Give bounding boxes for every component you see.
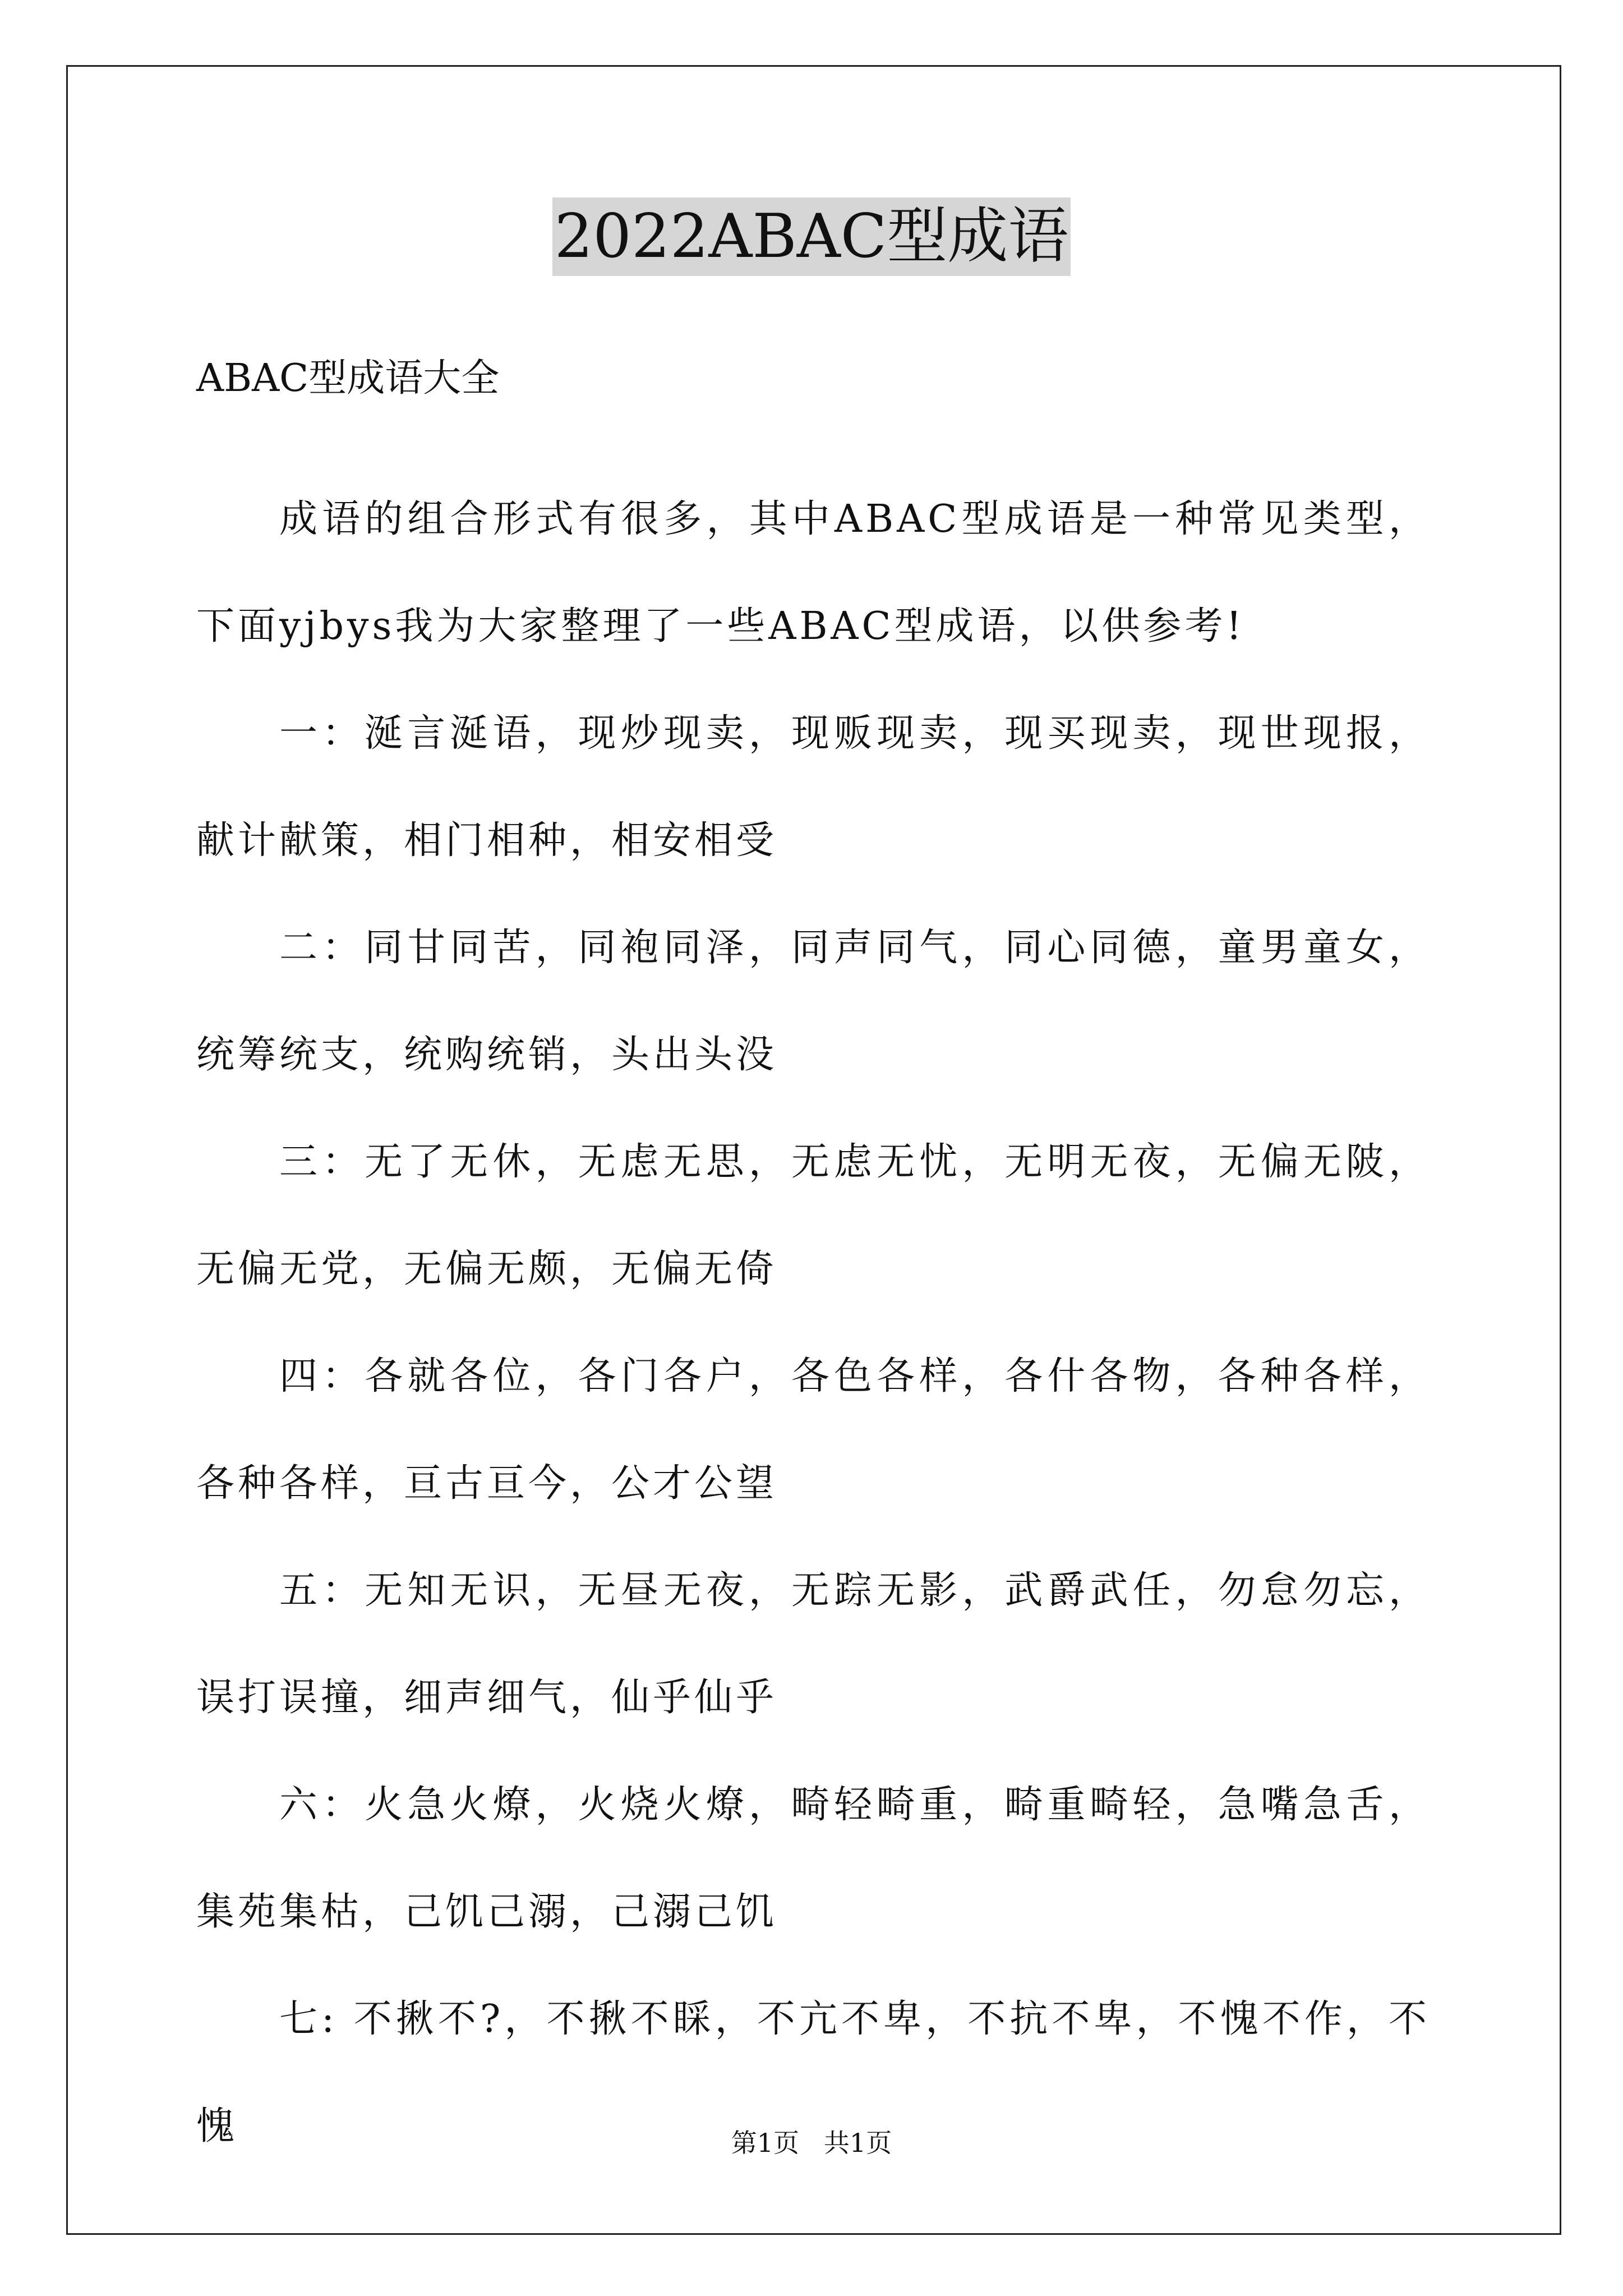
page-footer: 第1页 共1页 bbox=[731, 2128, 892, 2158]
paragraph-4: 四：各就各位，各门各户，各色各样，各什各物，各种各样，各种各样，亘古亘今，公才公望 bbox=[196, 1354, 1430, 1506]
document-title: 2022ABAC型成语 bbox=[552, 197, 1071, 276]
title-wrap bbox=[0, 197, 1623, 276]
paragraph-3: 三：无了无休，无虑无思，无虑无忧，无明无夜，无偏无陂，无偏无党，无偏无颇，无偏无倚 bbox=[196, 1140, 1430, 1291]
paragraph-intro: 成语的组合形式有很多，其中ABAC型成语是一种常见类型，下面yjbys我为大家整理了一些ABAC型成语，以供参考! bbox=[196, 497, 1430, 648]
paragraph-1: 一：涎言涎语，现炒现卖，现贩现卖，现买现卖，现世现报，献计献策，相门相种，相安相受 bbox=[196, 711, 1430, 863]
paragraph-5: 五：无知无识，无昼无夜，无踪无影，武爵武任，勿怠勿忘，误打误撞，细声细气，仙乎仙乎 bbox=[196, 1568, 1430, 1720]
document-body bbox=[196, 348, 1430, 2180]
document-subtitle: ABAC型成语大全 bbox=[196, 356, 500, 401]
paragraph-2: 二：同甘同苦，同袍同泽，同声同气，同心同德，童男童女，统筹统支，统购统销，头出头没 bbox=[196, 926, 1430, 1077]
paragraph-6: 六：火急火燎，火烧火燎，畸轻畸重，畸重畸轻，急嘴急舌，集苑集枯，己饥己溺，己溺己饥 bbox=[196, 1783, 1430, 1934]
paragraph-7: 七: 不揪不?，不揪不睬，不亢不卑，不抗不卑，不愧不作，不愧 bbox=[196, 1997, 1430, 2148]
